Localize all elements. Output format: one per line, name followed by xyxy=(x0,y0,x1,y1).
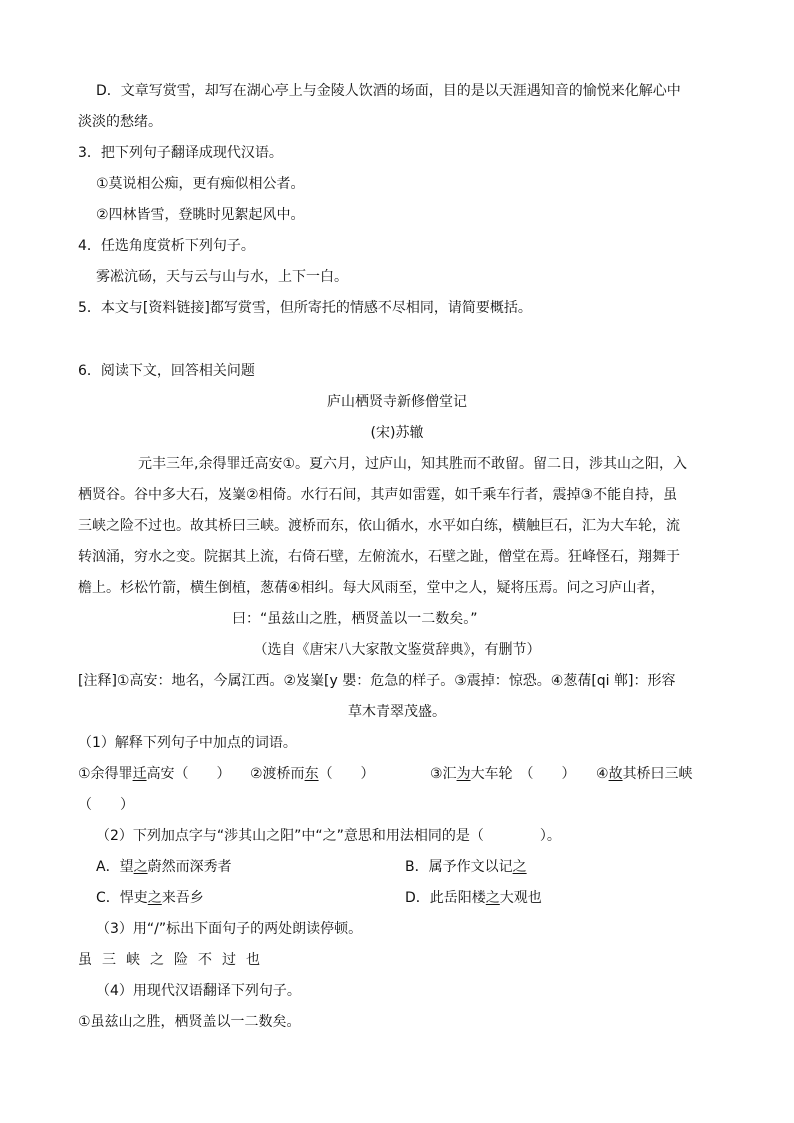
q4-sentence: 雾凇沆砀，天与云与山与水，上下一白。 xyxy=(96,269,348,285)
sub1-item-4-blank: （ ） xyxy=(78,797,134,813)
notes-line-2: 草木青翠茂盛。 xyxy=(348,704,446,720)
q3-stem: 3．把下列句子翻译成现代汉语。 xyxy=(78,145,283,161)
sub1-item-4: ④故其桥曰三峡 xyxy=(596,766,693,782)
passage-title: 庐山栖贤寺新修僧堂记 xyxy=(327,394,467,410)
sub4-sentence-1: ①虽兹山之胜，栖贤盖以一二数矣。 xyxy=(78,1014,301,1030)
sub1-stem: （1）解释下列句子中加点的词语。 xyxy=(78,735,297,751)
passage-source: （选自《唐宋八大家散文鉴赏辞典》，有删节） xyxy=(253,642,541,658)
passage-author: (宋)苏辙 xyxy=(370,425,424,441)
notes-line-1: [注释]①高安：地名，今属江西。②岌嶪[y 嬰：危急的样子。③震掉：惊恐。④葱蒨[qi 郸]：形容 xyxy=(78,673,676,689)
sub2-option-c: C．悍吏之来吾乡 xyxy=(96,890,204,906)
sub1-item-2: ②渡桥而东（ ） xyxy=(250,766,375,782)
passage-line-1: 元丰三年,余得罪迁高安①。夏六月，过庐山，知其胜而不敢留。留二日，涉其山之阳，入 xyxy=(138,456,687,472)
q3-sentence-1: ①莫说相公痴，更有痴似相公者。 xyxy=(96,176,305,192)
sub1-item-1: ①余得罪迁高安（ ） xyxy=(78,766,231,782)
sub3-sentence: 虽三峡之险不过也 xyxy=(78,952,270,968)
sub2-stem: （2）下列加点字与“涉其山之阳”中“之”意思和用法相同的是（ ）。 xyxy=(96,828,561,844)
passage-line-5: 檐上。杉松竹箭，横生倒植，葱蒨④相纠。每大风雨至，堂中之人，疑将压焉。问之习庐山者， xyxy=(78,580,665,596)
q4-stem: 4．任选角度赏析下列句子。 xyxy=(78,238,255,254)
passage-line-6: 曰：“虽兹山之胜，栖贤盖以一二数矣。” xyxy=(232,611,478,627)
sub2-option-b: B．属予作文以记之 xyxy=(405,859,527,875)
passage-line-3: 三峡之险不过也。故其桥曰三峡。渡桥而东，依山循水，水平如白练，横触巨石，汇为大车轮，流 xyxy=(78,518,680,534)
sub1-item-3: ③汇为大车轮 （ ） xyxy=(430,766,576,782)
passage-line-2: 栖贤谷。谷中多大石，岌嶪②相倚。水行石间，其声如雷霆，如千乘车行者，震掉③不能自持，虽 xyxy=(78,487,678,503)
sub2-option-a: A．望之蔚然而深秀者 xyxy=(96,859,232,875)
option-d-line1: D．文章写赏雪，却写在湖心亭上与金陵人饮酒的场面，目的是以天涯遇知音的愉悦来化解心中 xyxy=(96,83,681,99)
q3-sentence-2: ②四林皆雪，登眺时见絮起风中。 xyxy=(96,207,305,223)
passage-line-4: 转汹涌，穷水之变。院据其上流，右倚石壁，左俯流水，石壁之趾，僧堂在焉。狂峰怪石，翔舞于 xyxy=(78,549,680,565)
q5-stem: 5．本文与[资料链接]都写赏雪，但所寄托的情感不尽相同，请简要概括。 xyxy=(78,300,532,316)
sub3-stem: （3）用“/”标出下面句子的两处朗读停顿。 xyxy=(96,921,363,937)
option-d-line2: 淡淡的愁绪。 xyxy=(78,114,162,130)
sub4-stem: （4）用现代汉语翻译下列句子。 xyxy=(96,983,301,999)
q6-stem: 6．阅读下文，回答相关问题 xyxy=(78,363,255,379)
sub2-option-d: D．此岳阳楼之大观也 xyxy=(405,890,542,906)
